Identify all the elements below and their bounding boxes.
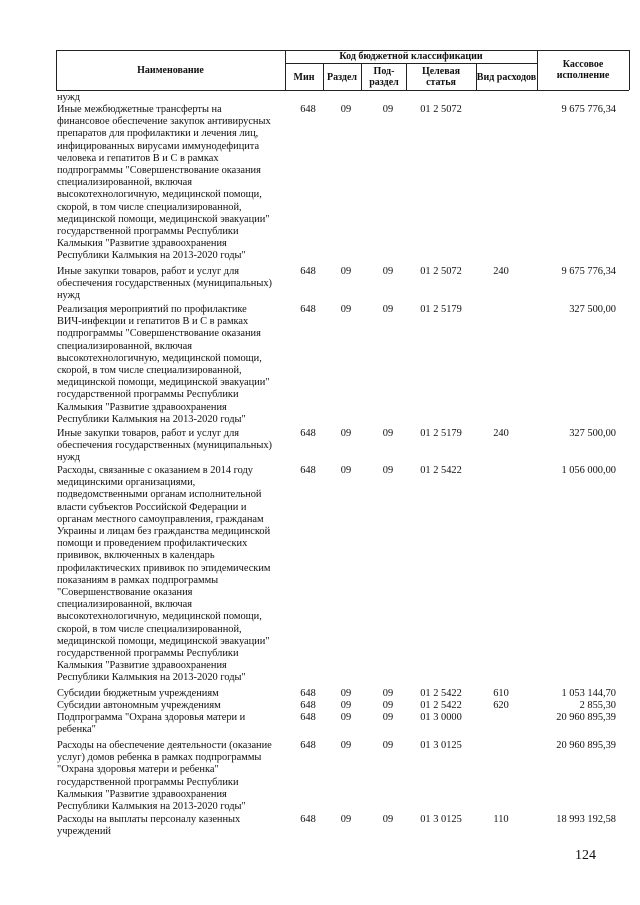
row-target-item: 01 2 5179 xyxy=(420,428,462,439)
row-name: Расходы, связанные с оказанием в 2014 году медицинскими организациями, подведомственными органам исполнительной власти субъектов Российской Федерации и органам местного самоуправления, гражданам Украины и лицам без гражданства медицинской помощи и проведением профилактических прививок, включенных в календарь профилактических прививок по эпидемическим показаниям в рамках подпрограммы "Совершенствование оказания специализированной, включая высокотехнологичную, медицинской помощи, скорой, в том числе специализированной, медицинской помощи, медицинской эвакуации" государственной программы Республики Калмыкия "Развитие здравоохранения Республики Калмыкия на 2013-2020 годы" xyxy=(57,465,271,684)
row-amount: 20 960 895,39 xyxy=(556,740,616,751)
row-section: 09 xyxy=(340,814,352,825)
row-target-item: 01 3 0125 xyxy=(420,814,462,825)
header-ministry: Мин xyxy=(293,71,315,83)
row-section: 09 xyxy=(340,266,352,277)
row-subsection: 09 xyxy=(382,740,394,751)
row-subsection: 09 xyxy=(382,688,394,699)
row-name: Расходы на обеспечение деятельности (оказание услуг) домов ребенка в рамках подпрограммы "Охрана здоровья матери и ребенка" государственной программы Республики Калмыкия "Развитие здравоохранения Республики Калмыкия на 2013-2020 годы" xyxy=(57,740,272,813)
row-section: 09 xyxy=(340,688,352,699)
row-expense-type: 110 xyxy=(493,814,509,825)
row-target-item: 01 3 0000 xyxy=(420,712,462,723)
row-amount: 20 960 895,39 xyxy=(556,712,616,723)
row-section: 09 xyxy=(340,104,352,115)
header-subsection: Под-раздел xyxy=(369,66,399,88)
row-ministry: 648 xyxy=(300,814,316,825)
row-expense-type: 240 xyxy=(493,266,509,277)
row-amount: 327 500,00 xyxy=(569,304,616,315)
row-expense-type: 240 xyxy=(493,428,509,439)
row-name: Подпрограмма "Охрана здоровья матери и ребенка" xyxy=(57,712,246,736)
row-target-item: 01 2 5072 xyxy=(420,104,462,115)
row-target-item: 01 3 0125 xyxy=(420,740,462,751)
row-section: 09 xyxy=(340,740,352,751)
row-name: Субсидии автономным учреждениям xyxy=(57,700,221,711)
row-ministry: 648 xyxy=(300,740,316,751)
row-name: Иные закупки товаров, работ и услуг для обеспечения государственных (муниципальных) нужд xyxy=(57,428,273,464)
row-section: 09 xyxy=(340,712,352,723)
row-name: Субсидии бюджетным учреждениям xyxy=(57,688,219,699)
row-amount: 2 855,30 xyxy=(579,700,616,711)
row-target-item: 01 2 5422 xyxy=(420,465,462,476)
row-subsection: 09 xyxy=(382,428,394,439)
header-cash-execution: Кассовое исполнение xyxy=(556,59,610,81)
row-subsection: 09 xyxy=(382,104,394,115)
row-ministry: 648 xyxy=(300,700,316,711)
row-section: 09 xyxy=(340,700,352,711)
row-amount: 9 675 776,34 xyxy=(561,266,616,277)
row-ministry: 648 xyxy=(300,104,316,115)
row-subsection: 09 xyxy=(382,465,394,476)
header-expense-type: Вид расходов xyxy=(476,71,537,83)
row-amount: 1 056 000,00 xyxy=(561,465,616,476)
row-ministry: 648 xyxy=(300,304,316,315)
row-expense-type: 610 xyxy=(493,688,509,699)
row-section: 09 xyxy=(340,304,352,315)
row-amount: 327 500,00 xyxy=(569,428,616,439)
row-name: Иные закупки товаров, работ и услуг для обеспечения государственных (муниципальных) нужд xyxy=(57,266,273,302)
row-ministry: 648 xyxy=(300,465,316,476)
row-name: Иные межбюджетные трансферты на финансовое обеспечение закупок антивирусных препаратов для профилактики и лечения лиц, инфицированных вирусами иммунодефицита человека и гепатитов В и С в рамках подпрограммы "Совершенствование оказания специализированной, включая высокотехнологичную, медицинской помощи, скорой, в том числе специализированной, медицинской помощи, медицинской эвакуации" государственной программы Республики Калмыкия "Развитие здравоохранения Республики Калмыкия на 2013-2020 годы" xyxy=(57,104,271,262)
row-target-item: 01 2 5179 xyxy=(420,304,462,315)
row-target-item: 01 2 5422 xyxy=(420,700,462,711)
row-name: Реализация мероприятий по профилактике ВИЧ-инфекции и гепатитов В и С в рамках подпрограммы "Совершенствование оказания специализированной, включая высокотехнологичную, медицинской помощи, скорой, в том числе специализированной, медицинской помощи, медицинской эвакуации" государственной программы Республики Калмыкия "Развитие здравоохранения Республики Калмыкия на 2013-2020 годы" xyxy=(57,304,270,425)
row-name: Расходы на выплаты персоналу казенных учреждений xyxy=(57,814,241,838)
row-subsection: 09 xyxy=(382,304,394,315)
row-subsection: 09 xyxy=(382,700,394,711)
row-section: 09 xyxy=(340,465,352,476)
row-subsection: 09 xyxy=(382,814,394,825)
row-subsection: 09 xyxy=(382,266,394,277)
row-subsection: 09 xyxy=(382,712,394,723)
row-amount: 9 675 776,34 xyxy=(561,104,616,115)
header-name: Наименование xyxy=(137,64,204,76)
row-target-item: 01 2 5422 xyxy=(420,688,462,699)
row-amount: 18 993 192,58 xyxy=(556,814,616,825)
row-section: 09 xyxy=(340,428,352,439)
row-ministry: 648 xyxy=(300,428,316,439)
row-target-item: 01 2 5072 xyxy=(420,266,462,277)
header-target-item: Целевая статья xyxy=(421,66,461,88)
row-ministry: 648 xyxy=(300,712,316,723)
header-section: Раздел xyxy=(326,71,358,83)
row-name: нужд xyxy=(57,92,81,103)
row-ministry: 648 xyxy=(300,266,316,277)
header-budget-code: Код бюджетной классификации xyxy=(339,51,483,62)
table-header xyxy=(56,50,629,91)
row-ministry: 648 xyxy=(300,688,316,699)
row-expense-type: 620 xyxy=(493,700,509,711)
row-amount: 1 053 144,70 xyxy=(561,688,616,699)
page-number: 124 xyxy=(575,848,596,863)
